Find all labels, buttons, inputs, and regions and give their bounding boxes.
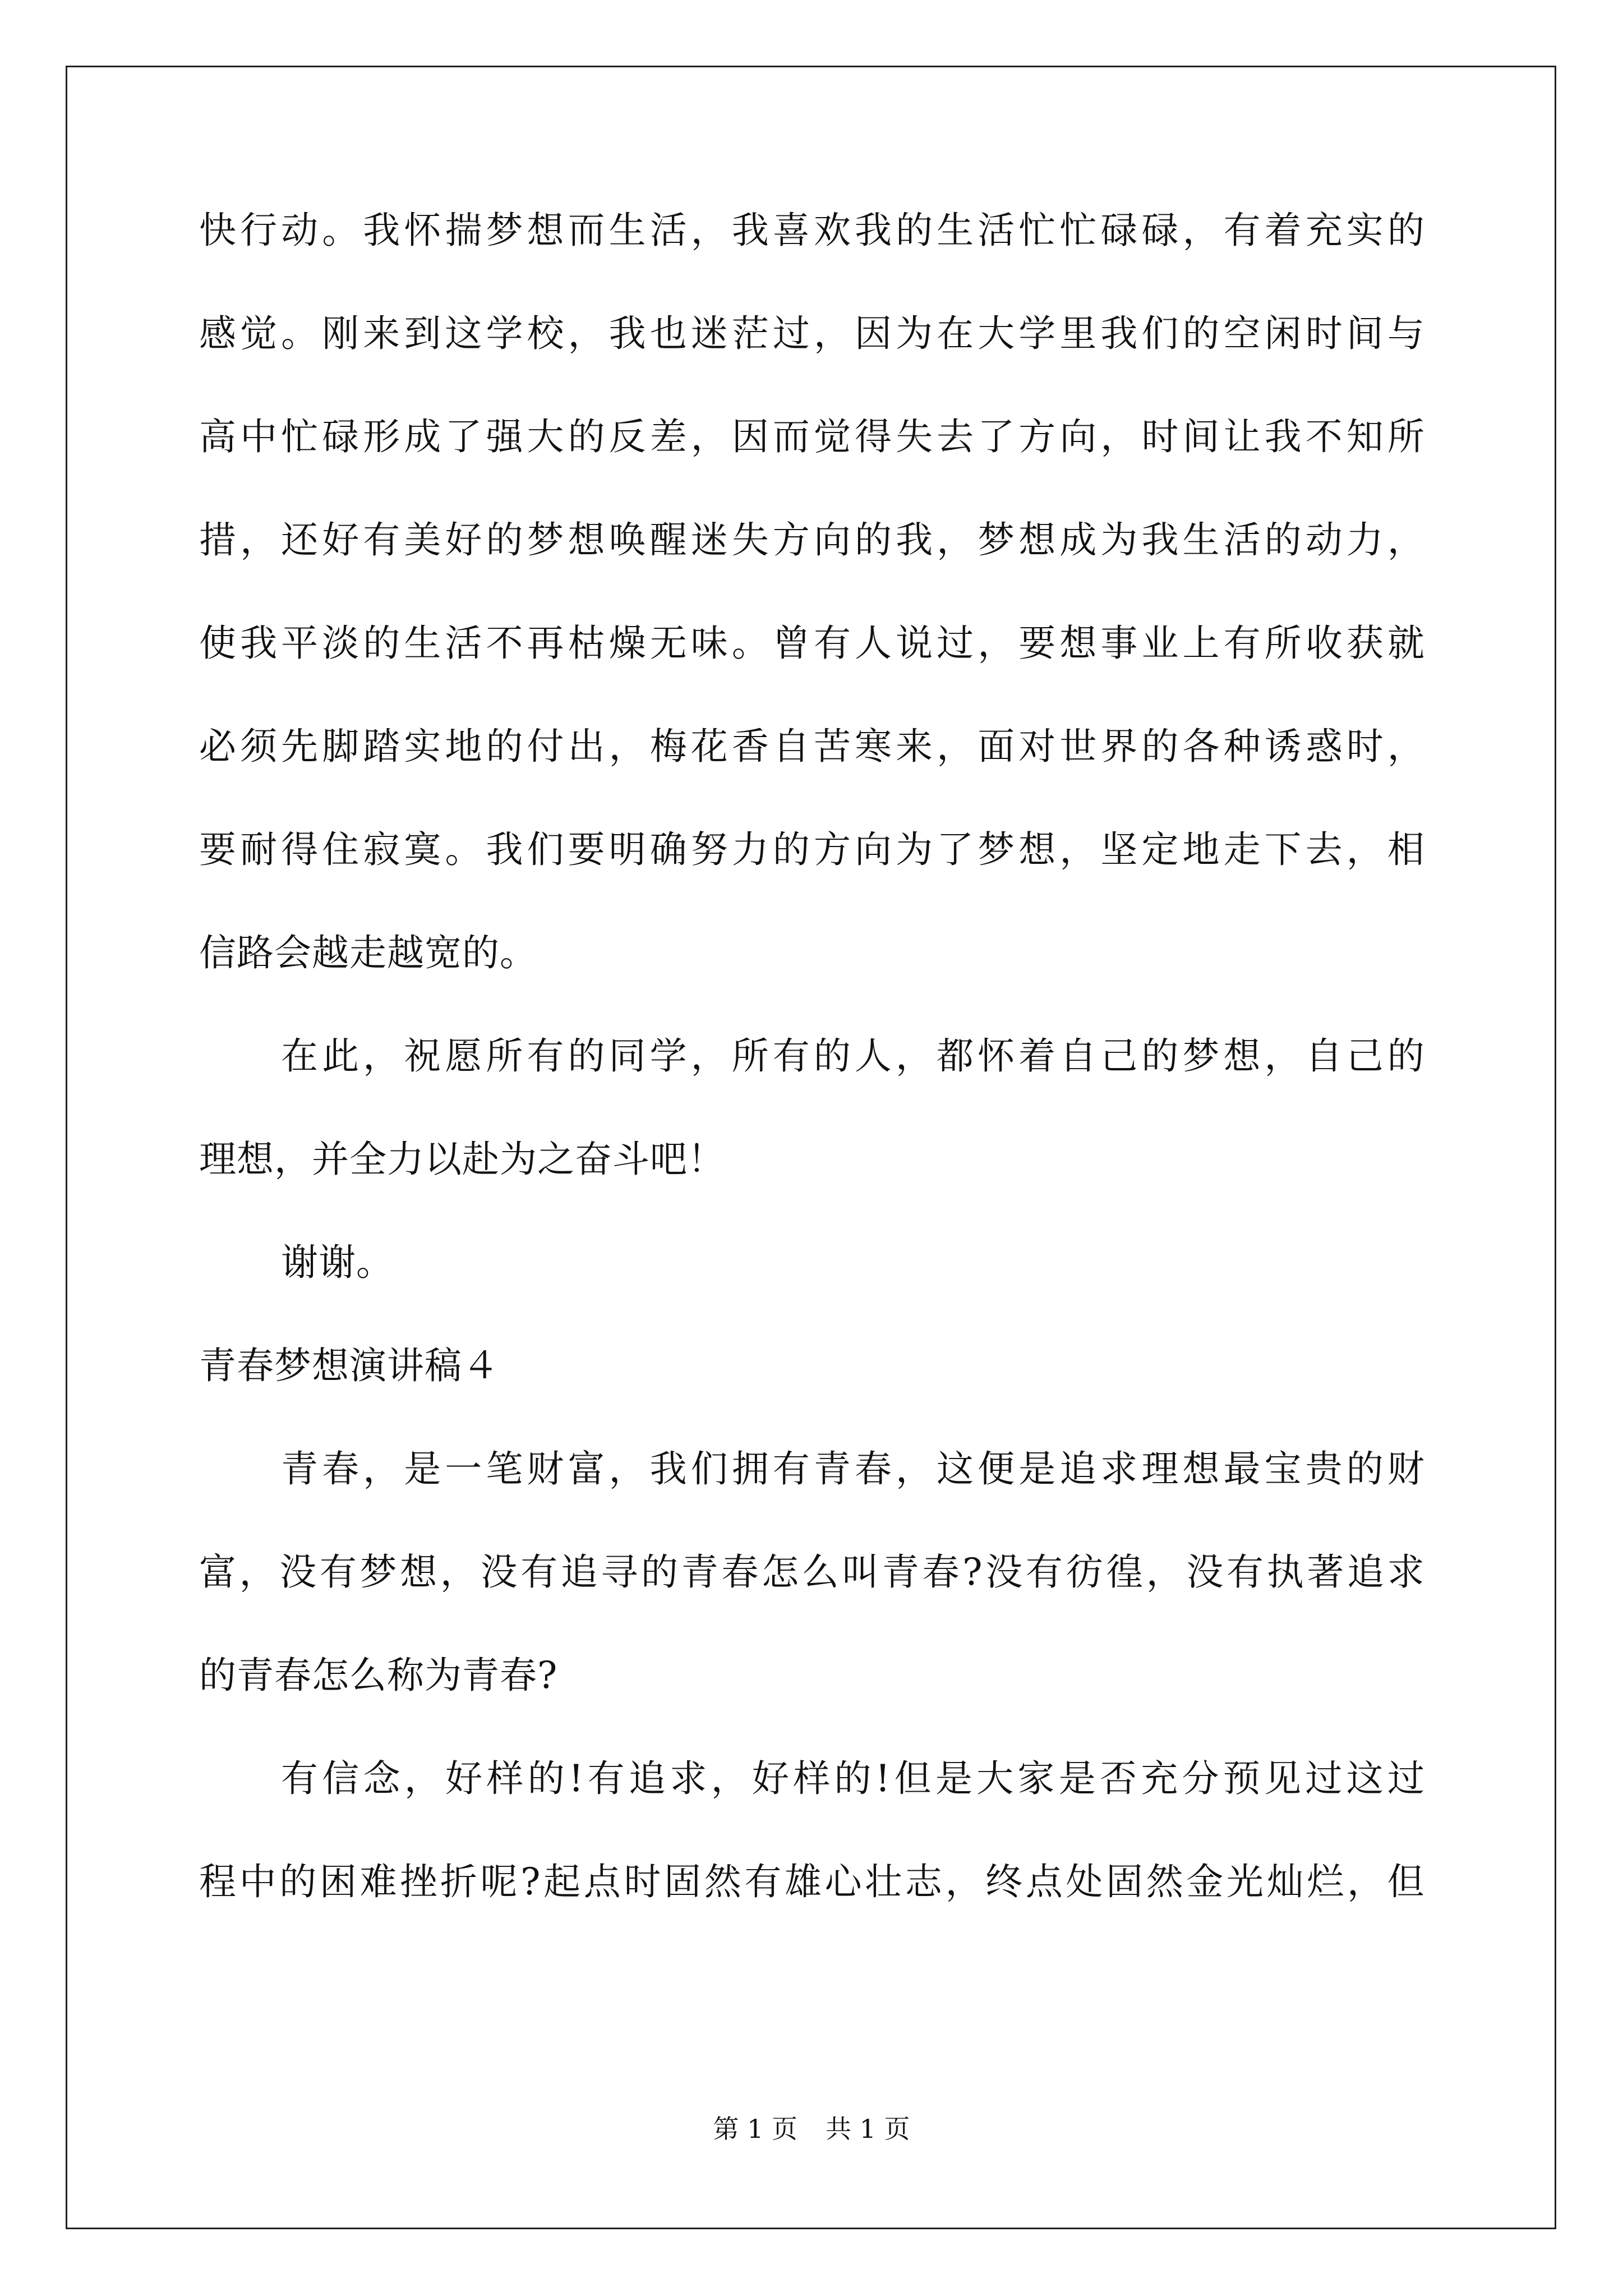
text-line: 程 中 的 困 难 挫 折 呢 ? 起 点 时 固 然 有 雄 心 壮 志 ， 终 点 处 固 然 金 光 灿 烂 ， 但 bbox=[199, 1860, 1425, 1903]
text-line: 高 中 忙 碌 形 成 了 强 大 的 反 差 ， 因 而 觉 得 失 去 了 方 向 ， 时 间 让 我 不 知 所 bbox=[199, 415, 1425, 458]
text-line: 青春梦想演讲稿４ bbox=[199, 1344, 500, 1387]
document-body bbox=[199, 205, 1425, 1959]
text-line: 使 我 平 淡 的 生 活 不 再 枯 燥 无 味 。 曾 有 人 说 过 ， 要 想 事 业 上 有 所 收 获 就 bbox=[199, 622, 1425, 665]
text-line: 青 春 ， 是 一 笔 财 富 ， 我 们 拥 有 青 春 ， 这 便 是 追 求 理 想 最 宝 贵 的 财 bbox=[281, 1447, 1425, 1490]
text-line: 的青春怎么称为青春? bbox=[199, 1654, 558, 1697]
text-line: 谢谢。 bbox=[281, 1241, 394, 1284]
text-line: 在 此 ， 祝 愿 所 有 的 同 学 ， 所 有 的 人 ， 都 怀 着 自 己 的 梦 想 ， 自 己 的 bbox=[281, 1034, 1425, 1078]
page-footer bbox=[0, 2112, 1623, 2146]
text-line: 富 ， 没 有 梦 想 ， 没 有 追 寻 的 青 春 怎 么 叫 青 春 ? 没 有 彷 徨 ， 没 有 执 著 追 求 bbox=[199, 1550, 1425, 1594]
text-line: 快 行 动 。 我 怀 揣 梦 想 而 生 活 ， 我 喜 欢 我 的 生 活 忙 忙 碌 碌 ， 有 着 充 实 的 bbox=[199, 209, 1425, 252]
page-number: 第 1 页 bbox=[713, 2114, 797, 2144]
text-line: 必 须 先 脚 踏 实 地 的 付 出 ， 梅 花 香 自 苦 寒 来 ， 面 对 世 界 的 各 种 诱 惑 时 ， bbox=[199, 725, 1425, 768]
text-line: 有 信 念 ， 好 样 的 ! 有 追 求 ， 好 样 的 ! 但 是 大 家 是 否 充 分 预 见 过 这 过 bbox=[281, 1757, 1425, 1800]
text-line: 要 耐 得 住 寂 寞 。 我 们 要 明 确 努 力 的 方 向 为 了 梦 想 ， 坚 定 地 走 下 去 ， 相 bbox=[199, 828, 1425, 871]
text-line: 措 ， 还 好 有 美 好 的 梦 想 唤 醒 迷 失 方 向 的 我 ， 梦 想 成 为 我 生 活 的 动 力 ， bbox=[199, 518, 1425, 562]
page-total: 共 1 页 bbox=[826, 2114, 910, 2144]
text-line: 信路会越走越宽的。 bbox=[199, 931, 537, 974]
text-line: 感 觉 。 刚 来 到 这 学 校 ， 我 也 迷 茫 过 ， 因 为 在 大 学 里 我 们 的 空 闲 时 间 与 bbox=[199, 312, 1425, 355]
text-line: 理想，并全力以赴为之奋斗吧！ bbox=[199, 1138, 725, 1181]
